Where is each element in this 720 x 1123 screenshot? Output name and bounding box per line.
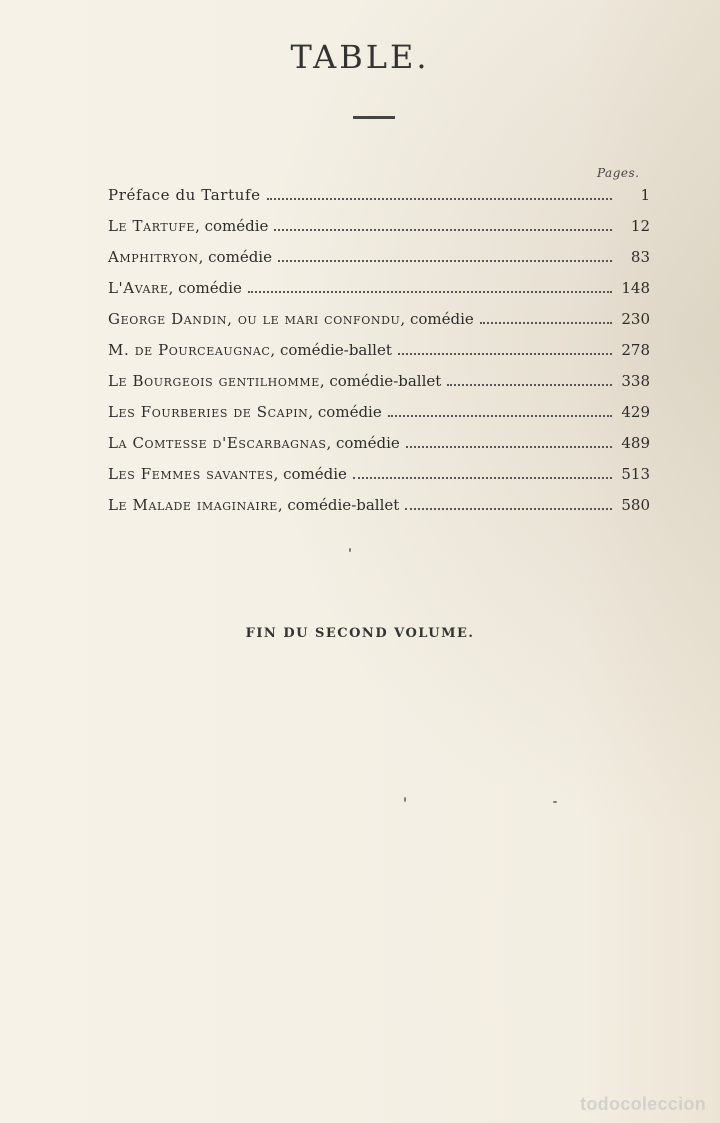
toc-dot-leader bbox=[274, 228, 612, 231]
toc-entry-page: 12 bbox=[630, 217, 650, 235]
toc-entry bbox=[108, 403, 650, 434]
toc-entry-genre: , comédie bbox=[195, 217, 269, 235]
pages-column-label: Pages. bbox=[597, 166, 640, 180]
toc-entry-title: Les Femmes savantes bbox=[108, 465, 274, 483]
table-of-contents bbox=[108, 186, 650, 527]
toc-entry-page: 489 bbox=[621, 434, 650, 452]
toc-dot-leader bbox=[405, 507, 612, 510]
toc-entry-title: M. de Pourceaugnac bbox=[108, 341, 271, 359]
toc-entry-genre: , comédie-ballet bbox=[319, 372, 442, 390]
toc-entry bbox=[108, 465, 650, 496]
toc-entry-page: 278 bbox=[621, 341, 650, 359]
toc-entry-page: 429 bbox=[621, 403, 650, 421]
paper-speck bbox=[404, 797, 406, 802]
toc-entry-title: Le Bourgeois gentilhomme bbox=[108, 372, 320, 390]
toc-entry-page: 148 bbox=[621, 279, 650, 297]
toc-entry-genre: , comédie-ballet bbox=[277, 496, 400, 514]
toc-entry bbox=[108, 217, 650, 248]
toc-dot-leader bbox=[398, 352, 612, 355]
toc-dot-leader bbox=[388, 414, 612, 417]
title-rule bbox=[353, 116, 395, 119]
toc-dot-leader bbox=[353, 476, 612, 479]
toc-entry bbox=[108, 496, 650, 527]
toc-entry-genre: , comédie bbox=[273, 465, 347, 483]
toc-entry-title: La Comtesse d'Escarbagnas bbox=[108, 434, 327, 452]
toc-dot-leader bbox=[480, 321, 612, 324]
toc-dot-leader bbox=[267, 197, 612, 200]
toc-entry-page: 513 bbox=[621, 465, 650, 483]
toc-entry bbox=[108, 372, 650, 403]
page-title: TABLE. bbox=[290, 38, 430, 76]
toc-entry-page: 338 bbox=[621, 372, 650, 390]
watermark-logo: todocoleccion bbox=[580, 1094, 706, 1114]
toc-entry-title: Amphitryon bbox=[108, 248, 199, 266]
toc-entry-genre: , comédie bbox=[198, 248, 272, 266]
toc-entry-genre: , comédie bbox=[326, 434, 400, 452]
toc-dot-leader bbox=[278, 259, 612, 262]
toc-entry-title: L'Avare bbox=[108, 279, 169, 297]
toc-entry-title: Le Malade imaginaire bbox=[108, 496, 278, 514]
toc-entry-page: 83 bbox=[630, 248, 650, 266]
toc-entry-genre: , comédie bbox=[308, 403, 382, 421]
toc-entry-genre: , comédie bbox=[168, 279, 242, 297]
toc-entry bbox=[108, 186, 650, 217]
toc-entry bbox=[108, 248, 650, 279]
toc-entry-genre: , comédie bbox=[400, 310, 474, 328]
toc-entry-title: Le Tartufe bbox=[108, 217, 196, 235]
toc-dot-leader bbox=[406, 445, 612, 448]
toc-entry bbox=[108, 341, 650, 372]
toc-entry bbox=[108, 434, 650, 465]
toc-entry-page: 1 bbox=[640, 186, 650, 204]
toc-entry-title: Les Fourberies de Scapin bbox=[108, 403, 309, 421]
toc-entry-page: 230 bbox=[621, 310, 650, 328]
toc-entry-genre: , comédie-ballet bbox=[270, 341, 392, 359]
end-of-volume-note: FIN DU SECOND VOLUME. bbox=[245, 626, 475, 641]
toc-dot-leader bbox=[248, 290, 612, 293]
paper-speck bbox=[349, 548, 351, 552]
toc-entry-page: 580 bbox=[621, 496, 650, 514]
paper-speck bbox=[553, 801, 557, 803]
toc-entry bbox=[108, 279, 650, 310]
toc-dot-leader bbox=[447, 383, 612, 386]
toc-entry-title: George Dandin, ou le mari confondu bbox=[108, 310, 401, 328]
toc-entry bbox=[108, 310, 650, 341]
toc-entry-title: Préface du Tartufe bbox=[108, 186, 261, 204]
